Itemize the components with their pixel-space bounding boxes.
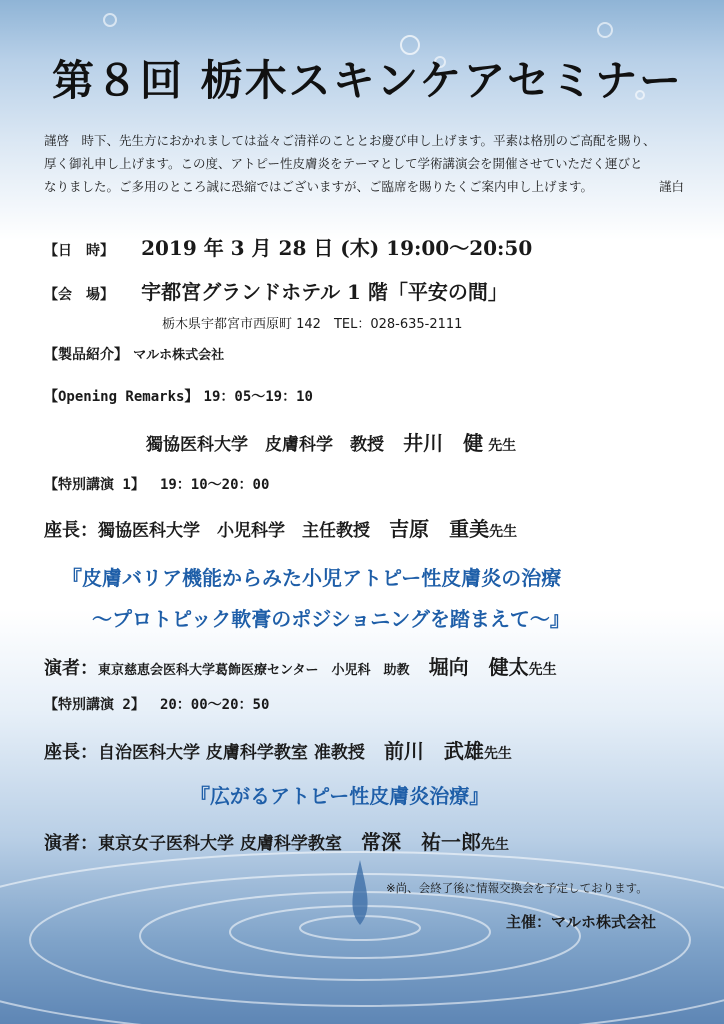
note-text: ※尚、会終了後に情報交換会を予定しております。	[386, 881, 648, 895]
lecture1-speaker-affiliation: 東京慈恵会医科大学葛飾医療センター 小児科 助教	[98, 663, 410, 678]
water-droplets-decoration	[0, 0, 724, 240]
lecture2-speaker-affiliation: 東京女子医科大学 皮膚科学教室	[98, 834, 342, 854]
lecture2-speaker	[44, 826, 509, 855]
opening-honorific: 先生	[488, 438, 517, 454]
datetime-value: 2019 年 3 月 28 日 (木) 19:00～20:50	[141, 236, 533, 260]
lecture1-row	[44, 474, 269, 494]
lecture1-title-line-2: ～プロトピック軟膏のポジショニングを踏まえて～』	[92, 607, 570, 631]
product-label: 【製品紹介】	[44, 347, 128, 363]
lecture2-speaker-name: 常深 祐一郎	[361, 830, 482, 854]
lecture2-time: 20：00～20：50	[159, 697, 270, 713]
datetime-row	[44, 232, 532, 261]
lecture2-chair-honorific: 先生	[483, 746, 512, 762]
venue-value: 宇都宮グランドホテル 1 階「平安の間」	[141, 280, 508, 304]
greeting-line-2: 厚く御礼申し上げます。この度、アトピー性皮膚炎をテーマとして学術講演会を開催させていただく運びと	[44, 156, 643, 171]
lecture2-chair	[44, 735, 512, 764]
opening-affiliation: 獨協医科大学 皮膚科学 教授	[146, 435, 384, 455]
opening-speaker	[146, 427, 516, 456]
lecture2-title: 『広がるアトピー性皮膚炎治療』	[190, 784, 490, 808]
greeting-closing: 謹白	[658, 179, 684, 194]
lecture1-chair-affiliation: 獨協医科大学 小児科学 主任教授	[98, 521, 370, 541]
venue-address: 栃木県宇都宮市西原町 142 TEL：028-635-2111	[162, 317, 463, 332]
lecture2-chair-prefix: 座長：	[44, 742, 98, 763]
lecture1-title-line-1: 『皮膚バリア機能からみた小児アトピー性皮膚炎の治療	[62, 566, 562, 590]
product-value: マルホ株式会社	[133, 348, 225, 363]
lecture1-label: 【特別講演 1】	[44, 477, 145, 493]
datetime-label: 【日 時】	[44, 243, 114, 259]
lecture1-speaker-name: 堀向 健太	[428, 655, 529, 679]
venue-row	[44, 276, 508, 305]
opening-time: 19：05～19：10	[203, 389, 313, 405]
greeting-line-3-row	[44, 175, 684, 198]
lecture1-speaker	[44, 651, 557, 680]
greeting-line-3: なりました。ご多用のところ誠に恐縮ではございますが、ご臨席を賜りたくご案内申し上げます。	[44, 179, 594, 194]
opening-row	[44, 386, 313, 406]
greeting-line-1: 謹啓 時下、先生方におかれましては益々ご清祥のこととお慶び申し上げます。平素は格別のご高配を賜り、	[44, 133, 656, 148]
lecture1-time: 19：10～20：00	[159, 477, 270, 493]
lecture2-speaker-prefix: 演者：	[44, 833, 98, 854]
lecture1-speaker-prefix: 演者：	[44, 658, 98, 679]
lecture1-speaker-honorific: 先生	[528, 662, 557, 678]
lecture2-row	[44, 694, 269, 714]
page-title: 第８回 栃木スキンケアセミナー	[52, 56, 683, 105]
lecture2-label: 【特別講演 2】	[44, 697, 145, 713]
opening-label: 【Opening Remarks】	[44, 389, 199, 405]
venue-label: 【会 場】	[44, 287, 114, 303]
lecture1-chair-prefix: 座長：	[44, 520, 98, 541]
product-row	[44, 344, 224, 364]
lecture2-chair-name: 前川 武雄	[383, 739, 484, 763]
greeting-paragraph	[44, 129, 684, 198]
lecture1-chair	[44, 513, 517, 542]
lecture2-chair-affiliation: 自治医科大学 皮膚科学教室 准教授	[98, 743, 365, 763]
lecture1-chair-honorific: 先生	[489, 524, 518, 540]
lecture1-chair-name: 吉原 重美	[389, 517, 490, 541]
lecture2-speaker-honorific: 先生	[481, 837, 510, 853]
opening-name: 井川 健	[403, 431, 484, 455]
organizer-text: 主催：マルホ株式会社	[506, 913, 657, 931]
